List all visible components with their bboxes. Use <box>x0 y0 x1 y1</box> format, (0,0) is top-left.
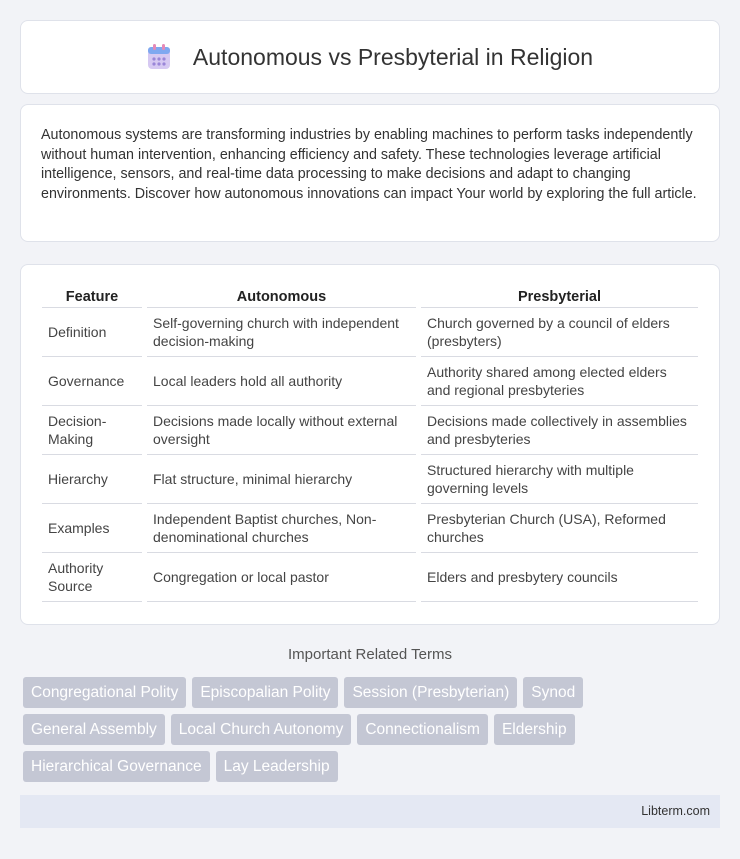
row-autonomous: Independent Baptist churches, Non-denominational churches <box>147 504 416 553</box>
footer-site-name[interactable]: Libterm.com <box>641 804 710 818</box>
row-presbyterial: Structured hierarchy with multiple governing levels <box>421 455 698 504</box>
row-presbyterial: Authority shared among elected elders and regional presbyteries <box>421 357 698 406</box>
tag-congregational-polity[interactable]: Congregational Polity <box>23 677 186 708</box>
header-feature: Feature <box>42 285 142 308</box>
tag-local-church-autonomy[interactable]: Local Church Autonomy <box>171 714 352 745</box>
row-feature: Authority Source <box>42 553 142 602</box>
table-header-row <box>42 285 698 308</box>
header-autonomous: Autonomous <box>147 285 416 308</box>
tag-row <box>23 714 723 745</box>
row-autonomous: Decisions made locally without external oversight <box>147 406 416 455</box>
row-autonomous: Self-governing church with independent decision-making <box>147 308 416 357</box>
table-row <box>42 553 698 602</box>
tag-lay-leadership[interactable]: Lay Leadership <box>216 751 338 782</box>
row-autonomous: Flat structure, minimal hierarchy <box>147 455 416 504</box>
row-feature: Governance <box>42 357 142 406</box>
intro-card <box>20 104 720 242</box>
row-autonomous: Congregation or local pastor <box>147 553 416 602</box>
page-title: Autonomous vs Presbyterial in Religion <box>192 43 594 70</box>
tag-synod[interactable]: Synod <box>523 677 583 708</box>
table-row <box>42 406 698 455</box>
tag-row <box>23 751 723 782</box>
table-row <box>42 308 698 357</box>
related-terms-title: Important Related Terms <box>288 646 452 663</box>
tag-row <box>23 677 723 708</box>
row-autonomous: Local leaders hold all authority <box>147 357 416 406</box>
comparison-table <box>37 285 703 602</box>
header-presbyterial: Presbyterial <box>421 285 698 308</box>
tag-session-presbyterian[interactable]: Session (Presbyterian) <box>344 677 517 708</box>
table-row <box>42 455 698 504</box>
footer <box>20 795 720 828</box>
row-presbyterial: Decisions made collectively in assemblies and presbyteries <box>421 406 698 455</box>
row-presbyterial: Presbyterian Church (USA), Reformed churches <box>421 504 698 553</box>
related-terms-list <box>23 677 723 788</box>
title-card <box>20 20 720 94</box>
tag-general-assembly[interactable]: General Assembly <box>23 714 165 745</box>
table-row <box>42 357 698 406</box>
row-feature: Definition <box>42 308 142 357</box>
tag-eldership[interactable]: Eldership <box>494 714 575 745</box>
tag-connectionalism[interactable]: Connectionalism <box>357 714 488 745</box>
row-feature: Examples <box>42 504 142 553</box>
table-row <box>42 504 698 553</box>
tag-episcopalian-polity[interactable]: Episcopalian Polity <box>192 677 338 708</box>
row-feature: Hierarchy <box>42 455 142 504</box>
intro-paragraph: Autonomous systems are transforming industries by enabling machines to perform tasks independently without human intervention, enhancing efficiency and safety. These technologies leverage artificial intelligence, sensors, and real-time data processing to make decisions and adapt to changing environments. Discover how autonomous innovations can impact Your world by exploring the full article. <box>41 127 697 202</box>
comparison-card <box>20 264 720 625</box>
tag-hierarchical-governance[interactable]: Hierarchical Governance <box>23 751 210 782</box>
row-feature: Decision-Making <box>42 406 142 455</box>
calendar-icon <box>147 44 171 70</box>
row-presbyterial: Church governed by a council of elders (presbyters) <box>421 308 698 357</box>
row-presbyterial: Elders and presbytery councils <box>421 553 698 602</box>
